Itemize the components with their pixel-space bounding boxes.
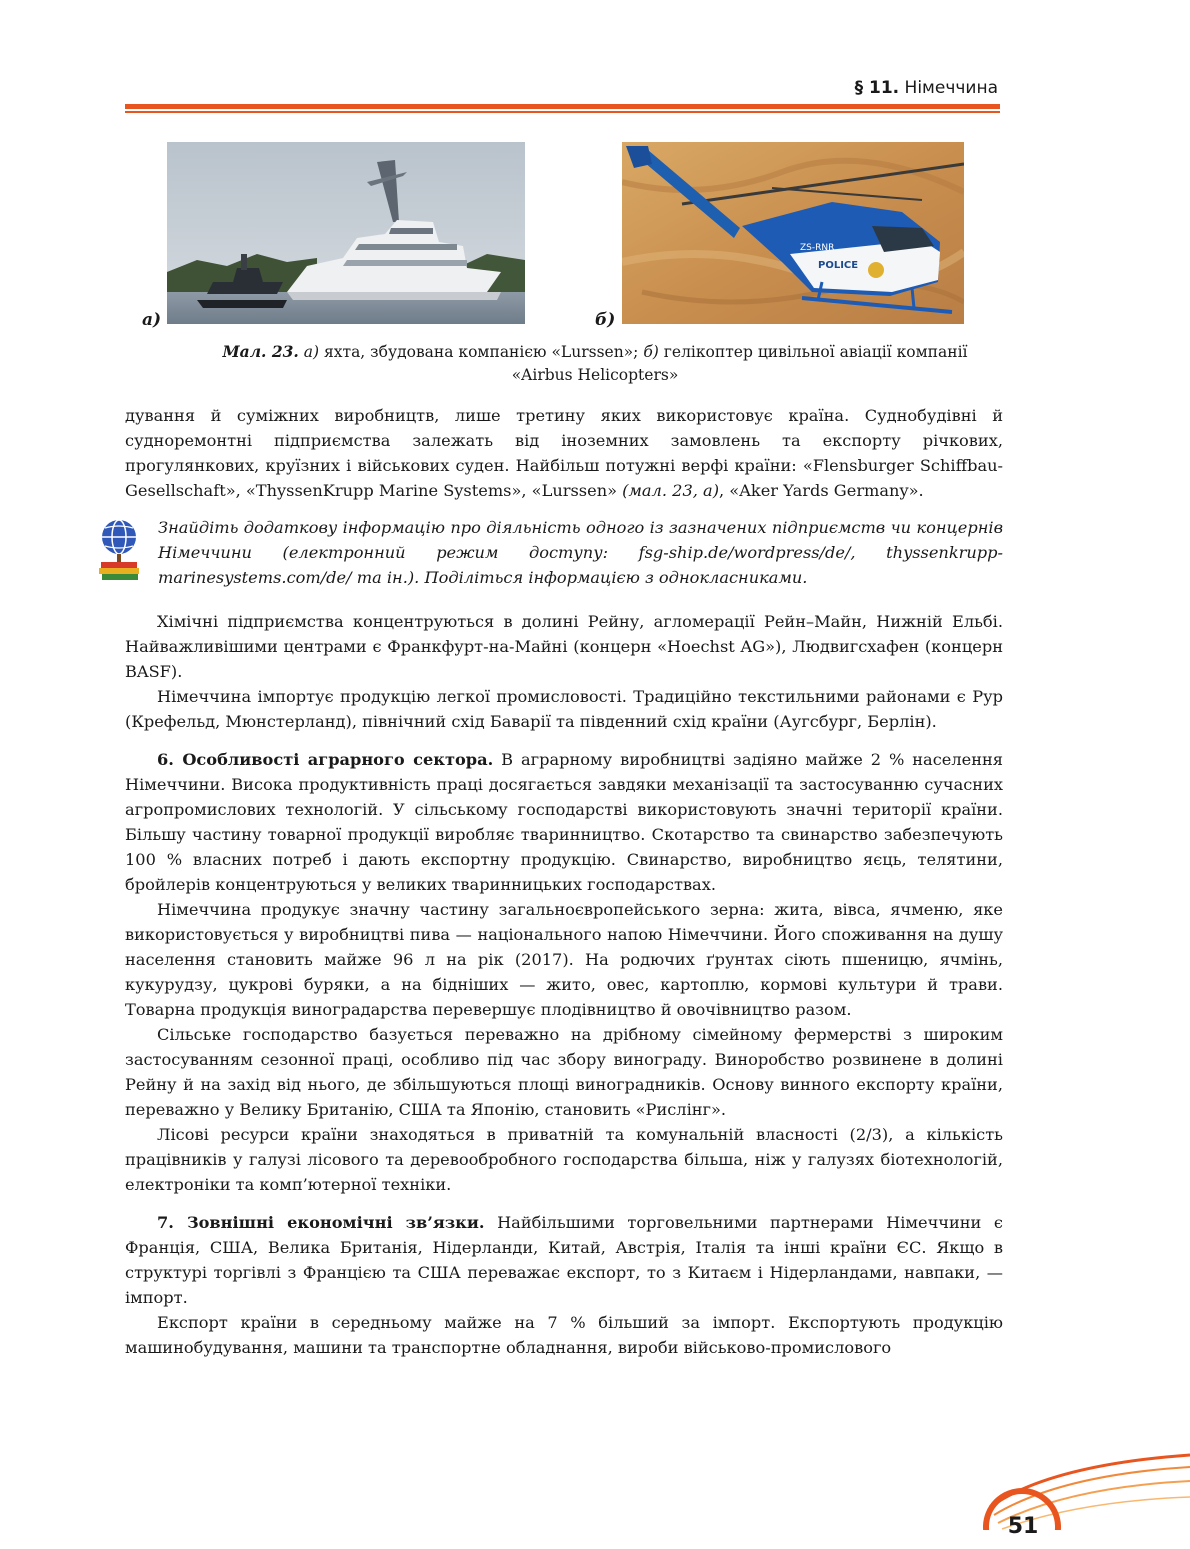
header-rule-thin <box>125 111 1000 113</box>
globe-books-icon <box>95 515 143 581</box>
caption-figure-number: Мал. 23. <box>222 342 299 361</box>
paragraph-text: дування й суміжних виробництв, лише третину яких використовує країна. Суднобудівні й судноремонтні підприємства залежать від іноземних замовлень та експорту річкових, прогулянкових, круїзних і військових суден. Найбільш потужні верфі країни: «Flensburger Schiffbau-Gesellschaft», «ThyssenKrupp Marine Systems», «Lurssen» <box>125 406 1003 500</box>
paragraph-forest: Лісові ресурси країни знаходяться в приватній та комунальній власності (2/3), а кількість працівників у галузі лісового та деревообробного господарства більша, ніж у галузях біотехнологій, електроніки та комп’ютерної техніки. <box>125 1125 1003 1194</box>
caption-a-letter: а) <box>303 343 320 361</box>
paragraph-shipbuilding <box>125 403 1003 503</box>
section-title: Німеччина <box>904 78 998 98</box>
section-6-text: В аграрному виробництві задіяно майже 2 % населення Німеччини. Висока продуктивність праці досягається завдяки механізації та застосуванню сучасних агропромислових технологій. У сільському господарстві використовують значні території країни. Більшу частину товарної продукції виробляє тваринництво. Скотарство та свинарство забезпечують 100 % власних потреб і дають експортну продукцію. Свинарство, виробництво яєць, телятини, бройлерів концентруються у великих тваринницьких господарствах. <box>125 750 1004 894</box>
section-6-paragraph <box>125 747 1003 897</box>
caption-b-text: гелікоптер цивільної авіації компанії <box>658 343 968 361</box>
figure-caption <box>130 340 1060 387</box>
section-7-text: Найбільшими торговельними партнерами Німеччини є Франція, США, Велика Британія, Нідерланди, Китай, Австрія, Італія та інші країни ЄС. Якщо в структурі торгівлі з Францією та США переважає експорт, то з Китаєм і Нідерландами, навпаки, — імпорт. <box>125 1213 1003 1307</box>
task-paragraph: Знайдіть додаткову інформацію про діяльність одного із зазначених підприємств чи концернів Німеччини (електронний режим доступу: fsg-ship.de/wordpress/de/, thyssenkrupp-marinesystems.com/de/ та ін.). Поділіться інформацією з однокласниками. <box>158 518 1003 587</box>
section-number: § 11. <box>854 78 900 98</box>
page-number: 51 <box>1007 1514 1039 1539</box>
paragraph-text: , «Aker Yards Germany». <box>719 481 924 500</box>
header-rule <box>125 104 1000 109</box>
yacht-photo <box>167 142 525 324</box>
section-7-paragraph <box>125 1210 1003 1310</box>
paragraph-export: Експорт країни в середньому майже на 7 % більший за імпорт. Експортують продукцію машинобудування, машини та транспортне обладнання, вироби військово-промислового <box>125 1313 1003 1357</box>
caption-b-letter: б) <box>643 343 659 361</box>
caption-line-2: «Airbus Helicopters» <box>511 366 679 384</box>
paragraph-farming: Сільське господарство базується переважно на дрібному сімейному фермерстві з широким застосуванням сезонної праці, особливо під час збору винограду. Виноробство розвинене в долині Рейну й на захід від нього, де збільшуються площі виноградників. Основу винного експорту країни, переважно у Велику Британію, США та Японію, становить «Рислінг». <box>125 1025 1003 1119</box>
figure-label-a: а) <box>142 310 162 330</box>
paragraph-grain: Німеччина продукує значну частину загальноєвропейського зерна: жита, вівса, ячменю, яке використовується у виробництві пива — національного напою Німеччини. Його споживання на душу населення становить майже 96 л на рік (2017). На родючих ґрунтах сіють пшеницю, ячмінь, кукурудзу, цукрові буряки, а на бідніших — жито, овес, картоплю, кормові культури й трави. Товарна продукція виноградарства перевершує плодівництво й овочівництво разом. <box>125 900 1003 1019</box>
helicopter-photo <box>622 142 964 324</box>
paragraph-light-industry: Німеччина імпортує продукцію легкої промисловості. Традиційно текстильними районами є Рур (Крефельд, Мюнстерланд), північний схід Баварії та південний схід країни (Аугсбург, Берлін). <box>125 687 1003 731</box>
police-marking: POLICE <box>818 260 859 271</box>
section-7-heading: 7. Зовнішні економічні зв’язки. <box>157 1213 485 1232</box>
paragraph-chemical: Хімічні підприємства концентруються в долині Рейну, агломерації Рейн–Майн, Нижній Ельбі. Найважливішими центрами є Франкфурт-на-Майні (концерн «Hoechst AG»), Людвигсхафен (концерн BASF). <box>125 612 1003 681</box>
caption-a-text: яхта, збудована компанією «Lurssen»; <box>319 343 644 361</box>
section-6-heading: 6. Особливості аграрного сектора. <box>157 750 494 769</box>
running-header <box>828 78 998 98</box>
main-text <box>125 609 1003 1360</box>
figure-label-b: б) <box>595 310 616 330</box>
figure-reference: (мал. 23, а) <box>622 481 720 500</box>
helicopter-registration: ZS-RNR <box>800 243 835 253</box>
